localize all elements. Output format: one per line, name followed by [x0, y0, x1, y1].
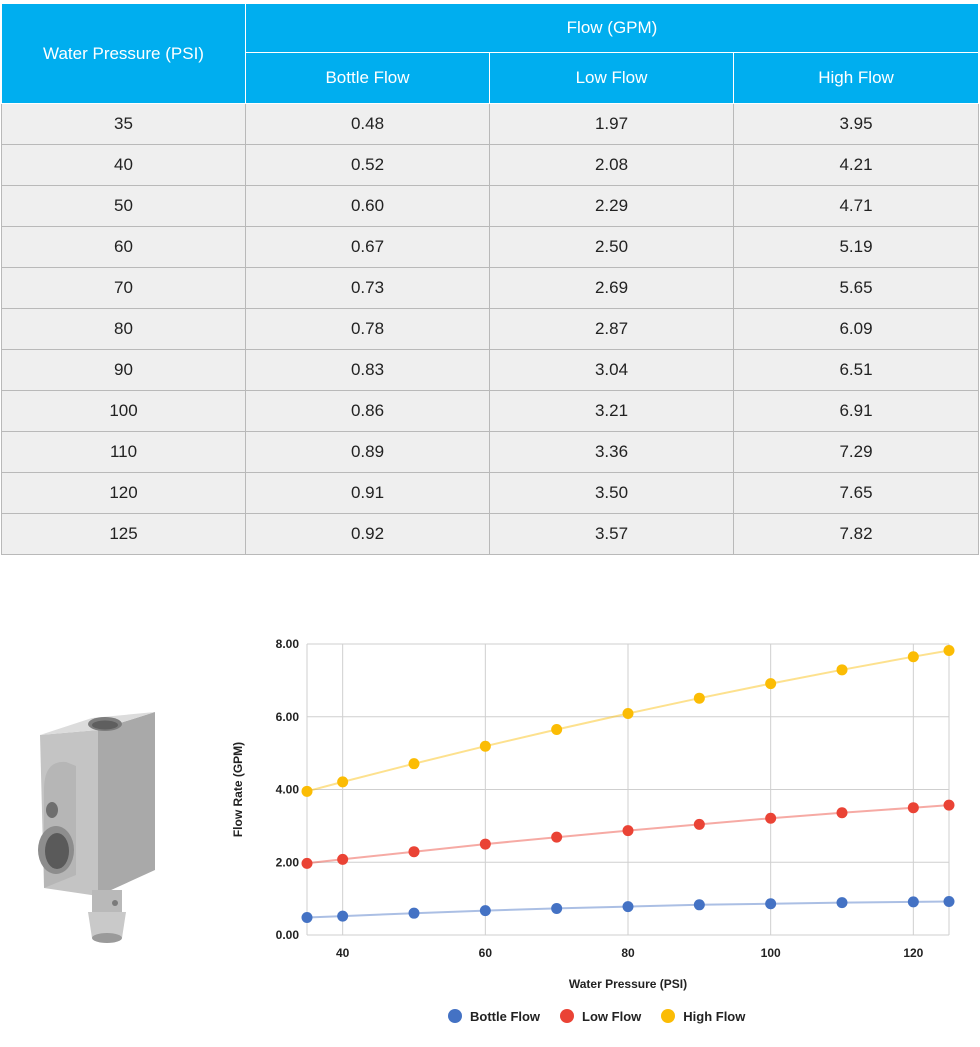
- table-row: [2, 350, 979, 391]
- data-point: [908, 651, 919, 662]
- table-row: [2, 227, 979, 268]
- y-tick-label: 8.00: [275, 637, 299, 651]
- cell-high: 3.95: [734, 104, 979, 145]
- data-point: [694, 899, 705, 910]
- legend-item-high-flow: [661, 1009, 745, 1024]
- data-point: [944, 896, 955, 907]
- table-row: [2, 514, 979, 555]
- x-tick-label: 100: [760, 946, 781, 960]
- cell-bottle: 0.48: [246, 104, 490, 145]
- data-point: [908, 802, 919, 813]
- data-point: [551, 832, 562, 843]
- cell-low: 2.08: [490, 145, 734, 186]
- data-point: [409, 908, 420, 919]
- table-row: [2, 391, 979, 432]
- data-point: [337, 776, 348, 787]
- chart-grid: [307, 644, 949, 935]
- legend-dot-icon: [560, 1009, 574, 1023]
- data-point: [302, 786, 313, 797]
- data-point: [551, 903, 562, 914]
- data-point: [837, 664, 848, 675]
- valve-part-illustration: [30, 700, 190, 950]
- data-point: [623, 825, 634, 836]
- data-point: [302, 912, 313, 923]
- header-water-pressure: Water Pressure (PSI): [2, 4, 246, 104]
- x-tick-label: 80: [621, 946, 635, 960]
- cell-bottle: 0.52: [246, 145, 490, 186]
- data-point: [409, 758, 420, 769]
- x-tick-labels: [336, 946, 924, 960]
- cell-bottle: 0.83: [246, 350, 490, 391]
- table-row: [2, 104, 979, 145]
- header-low-flow: Low Flow: [490, 53, 734, 104]
- cell-low: 1.97: [490, 104, 734, 145]
- cell-high: 7.65: [734, 473, 979, 514]
- legend-item-low-flow: [560, 1009, 641, 1024]
- x-tick-label: 120: [903, 946, 924, 960]
- cell-high: 5.19: [734, 227, 979, 268]
- table-row: [2, 473, 979, 514]
- cell-pressure: 90: [2, 350, 246, 391]
- cell-high: 6.91: [734, 391, 979, 432]
- data-point: [908, 896, 919, 907]
- cell-bottle: 0.92: [246, 514, 490, 555]
- cell-pressure: 50: [2, 186, 246, 227]
- table-row: [2, 186, 979, 227]
- cell-low: 2.50: [490, 227, 734, 268]
- y-tick-label: 0.00: [275, 928, 299, 942]
- data-point: [765, 813, 776, 824]
- data-point: [480, 741, 491, 752]
- data-point: [302, 858, 313, 869]
- cell-pressure: 120: [2, 473, 246, 514]
- legend-item-bottle-flow: [448, 1009, 540, 1024]
- x-tick-label: 40: [335, 946, 350, 960]
- y-tick-label: 4.00: [275, 782, 299, 797]
- data-point: [623, 708, 634, 719]
- cell-bottle: 0.60: [246, 186, 490, 227]
- legend-dot-icon: [661, 1009, 675, 1023]
- header-bottle-flow: Bottle Flow: [246, 53, 490, 104]
- legend-dot-icon: [448, 1009, 462, 1023]
- cell-pressure: 70: [2, 268, 246, 309]
- cell-bottle: 0.78: [246, 309, 490, 350]
- cell-low: 3.57: [490, 514, 734, 555]
- cell-pressure: 110: [2, 432, 246, 473]
- y-tick-labels: [276, 637, 300, 942]
- cell-high: 4.71: [734, 186, 979, 227]
- table-row: [2, 432, 979, 473]
- legend-label: Bottle Flow: [470, 1008, 541, 1024]
- cell-bottle: 0.89: [246, 432, 490, 473]
- cell-bottle: 0.91: [246, 473, 490, 514]
- cell-low: 3.50: [490, 473, 734, 514]
- legend-label: Low Flow: [582, 1008, 642, 1024]
- cell-low: 3.21: [490, 391, 734, 432]
- x-tick-label: 60: [478, 946, 493, 960]
- cell-low: 2.29: [490, 186, 734, 227]
- y-axis-label: Flow Rate (GPM): [231, 741, 245, 838]
- data-point: [765, 678, 776, 689]
- data-point: [944, 645, 955, 656]
- cell-bottle: 0.73: [246, 268, 490, 309]
- cell-pressure: 40: [2, 145, 246, 186]
- chart-legend: [448, 1006, 765, 1026]
- table-row: [2, 145, 979, 186]
- cell-high: 4.21: [734, 145, 979, 186]
- table-row: [2, 309, 979, 350]
- data-point: [623, 901, 634, 912]
- cell-low: 3.36: [490, 432, 734, 473]
- data-point: [480, 905, 491, 916]
- cell-bottle: 0.86: [246, 391, 490, 432]
- y-tick-label: 2.00: [275, 855, 299, 870]
- flow-rate-chart: [222, 628, 962, 998]
- data-point: [337, 911, 348, 922]
- table-row: [2, 268, 979, 309]
- cell-low: 2.69: [490, 268, 734, 309]
- cell-pressure: 35: [2, 104, 246, 145]
- data-point: [837, 807, 848, 818]
- data-point: [337, 854, 348, 865]
- cell-high: 6.09: [734, 309, 979, 350]
- data-point: [409, 846, 420, 857]
- cell-high: 7.82: [734, 514, 979, 555]
- header-high-flow: High Flow: [734, 53, 979, 104]
- legend-label: High Flow: [683, 1008, 746, 1024]
- data-point: [480, 839, 491, 850]
- x-axis-label: Water Pressure (PSI): [568, 977, 688, 991]
- data-point: [944, 800, 955, 811]
- cell-high: 5.65: [734, 268, 979, 309]
- flow-table: [1, 3, 979, 555]
- data-point: [765, 898, 776, 909]
- cell-pressure: 60: [2, 227, 246, 268]
- header-flow: Flow (GPM): [246, 4, 979, 53]
- data-point: [694, 693, 705, 704]
- cell-low: 3.04: [490, 350, 734, 391]
- cell-bottle: 0.67: [246, 227, 490, 268]
- data-point: [694, 819, 705, 830]
- data-point: [551, 724, 562, 735]
- cell-pressure: 80: [2, 309, 246, 350]
- cell-high: 6.51: [734, 350, 979, 391]
- cell-low: 2.87: [490, 309, 734, 350]
- y-tick-label: 6.00: [275, 709, 299, 724]
- cell-pressure: 125: [2, 514, 246, 555]
- cell-pressure: 100: [2, 391, 246, 432]
- data-point: [837, 897, 848, 908]
- cell-high: 7.29: [734, 432, 979, 473]
